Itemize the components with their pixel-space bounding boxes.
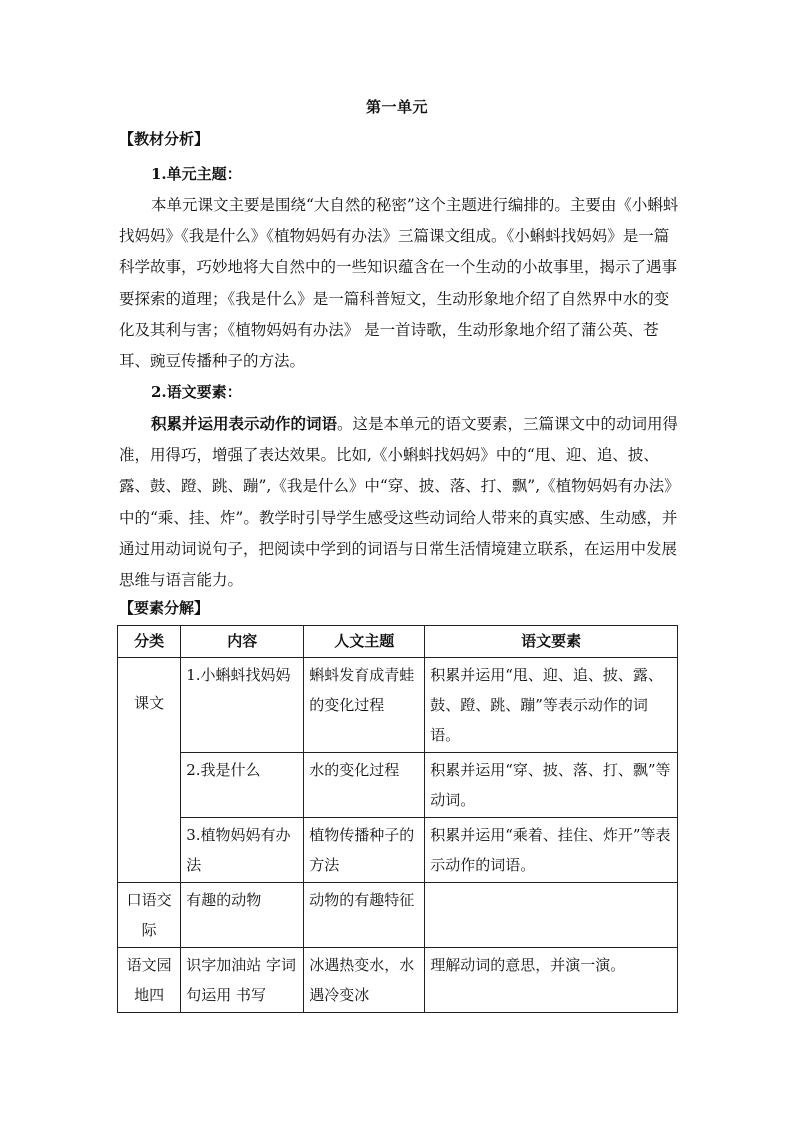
category-cell-garden: 语文园地四 — [118, 948, 181, 1013]
element-cell: 积累并运用“甩、迎、追、披、露、鼓、蹬、跳、蹦”等表示动作的词语。 — [425, 658, 678, 753]
category-cell-lessons: 课文 — [118, 658, 181, 883]
table-row — [118, 658, 678, 753]
element-cell: 理解动词的意思，并演一演。 — [425, 948, 678, 1013]
header-theme: 人文主题 — [304, 626, 425, 658]
content-cell: 2.我是什么 — [181, 753, 304, 818]
section-heading-analysis: 【教材分析】 — [119, 130, 210, 148]
subheading-language-elements: 2.语文要素： — [151, 383, 242, 401]
header-content: 内容 — [181, 626, 304, 658]
header-category: 分类 — [118, 626, 181, 658]
language-elements-lead: 积累并运用表示动作的词语 — [151, 414, 338, 433]
language-elements-text: 。这是本单元的语文要素，三篇课文中的动词用得准，用得巧，增强了表达效果。比如,《小蝌蚪找妈妈》中的“甩、迎、追、披、露、鼓、蹬、跳、蹦”,《我是什么》中“穿、披、落、打、飘”,《植物妈妈有办法》中的“乘、挂、炸”。教学时引导学生感受这些动词给人带来的真实感、生动感，并通过用动词说句子，把阅读中学到的词语与日常生活情境建立联系，在运用中发展思维与语言能力。 — [119, 415, 680, 590]
theme-cell: 蝌蚪发育成青蛙的变化过程 — [304, 658, 425, 753]
theme-cell: 冰遇热变水，水遇冷变冰 — [304, 948, 425, 1013]
element-cell: 积累并运用“穿、披、落、打、飘”等动词。 — [425, 753, 678, 818]
theme-cell: 植物传播种子的方法 — [304, 818, 425, 883]
content-cell: 3.植物妈妈有办法 — [181, 818, 304, 883]
elements-table — [117, 625, 678, 1013]
element-cell — [425, 883, 678, 948]
table-row — [118, 948, 678, 1013]
unit-theme-paragraph — [119, 190, 681, 377]
page-title: 第一单元 — [365, 98, 428, 116]
table-row — [118, 818, 678, 883]
theme-cell: 动物的有趣特征 — [304, 883, 425, 948]
unit-theme-text: 本单元课文主要是围绕“大自然的秘密”这个主题进行编排的。主要由《小蝌蚪找妈妈》《我是什么》《植物妈妈有办法》三篇课文组成。《小蝌蚪找妈妈》是一篇科学故事，巧妙地将大自然中的一些知识蕴含在一个生动的小故事里，揭示了遇事要探索的道理；《我是什么》是一篇科普短文，生动形象地介绍了自然界中水的变化及其利与害；《植物妈妈有办法》 是一首诗歌，生动形象地介绍了蒲公英、苍耳、豌豆传播种子的方法。 — [119, 196, 679, 371]
content-cell: 有趣的动物 — [181, 883, 304, 948]
header-element: 语文要素 — [425, 626, 678, 658]
table-row — [118, 753, 678, 818]
section-heading-breakdown: 【要素分解】 — [119, 599, 210, 617]
language-elements-paragraph — [119, 408, 681, 596]
content-cell: 1.小蝌蚪找妈妈 — [181, 658, 304, 753]
table-header-row — [118, 626, 678, 658]
subheading-unit-theme: 1.单元主题： — [151, 165, 242, 183]
table-row — [118, 883, 678, 948]
element-cell: 积累并运用“乘着、挂住、炸开”等表示动作的词语。 — [425, 818, 678, 883]
category-cell-oral: 口语交际 — [118, 883, 181, 948]
content-cell: 识字加油站 字词句运用 书写 — [181, 948, 304, 1013]
theme-cell: 水的变化过程 — [304, 753, 425, 818]
